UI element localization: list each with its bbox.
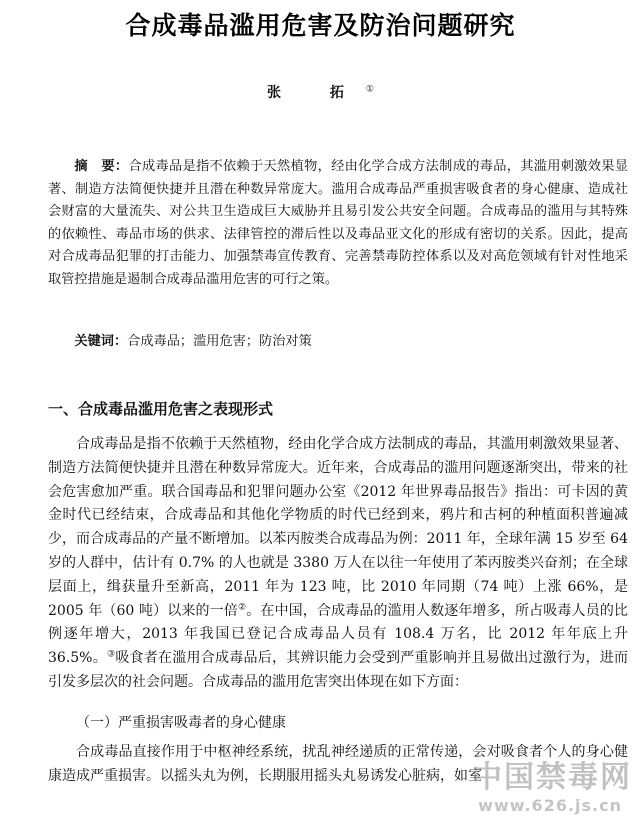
keywords xyxy=(48,332,628,352)
subsection-heading: （一）严重损害吸毒者的身心健康 xyxy=(76,715,286,731)
body-paragraph xyxy=(48,433,628,695)
footnote-mark-2[interactable]: ② xyxy=(237,601,247,612)
body-paragraph-2: 合成毒品直接作用于中枢神经系统，扰乱神经递质的正常传递，会对吸食者个人的身心健康造成严重损害。以摇头丸为例，长期服用摇头丸易诱发心脏病，如室 xyxy=(48,744,628,784)
paper-title: 合成毒品滥用危害及防治问题研究 xyxy=(125,11,516,40)
abstract-label: 摘 要： xyxy=(74,159,129,174)
keywords-text: 合成毒品；滥用危害；防治对策 xyxy=(127,334,312,349)
footnote-mark-3[interactable]: ③ xyxy=(106,649,116,660)
author-line xyxy=(0,82,641,102)
author-name: 张 拓 xyxy=(267,85,366,101)
paragraph-part-a: 合成毒品是指不依赖于天然植物，经由化学合成方法制成的毒品，其滥用刺激效果显著、制造方法简便快捷并且潜在种数异常庞大。近年来，合成毒品的滥用问题逐渐突出，带来的社会危害愈加严重。联合国毒品和犯罪问题办公室《2012 年世界毒品报告》指出：可卡因的黄金时代已经结束，合成毒品和其他化学物质的时代已经到来，鸦片和古柯的种植面积普遍减少，而合成毒品的产量不断增加。以苯丙胺类合成毒品为例：2011 年，全球年满 15 岁至 64 岁的人群中，估计有 0.7% 的人也就是 3380 万人在以往一年使用了苯丙胺类兴奋剂；在全球层面上，缉获量升至新高，2011 年为 123 吨，比 2010 年同期（74 吨）上涨 66%，是 2005 年（60 吨）以来的一倍 xyxy=(48,436,628,619)
abstract-text: 合成毒品是指不依赖于天然植物，经由化学合成方法制成的毒品，其滥用刺激效果显著、制造方法简便快捷并且潜在种数异常庞大。滥用合成毒品严重损害吸食者的身心健康、造成社会财富的大量流失、对公共卫生造成巨大威胁并且易引发公共安全问题。合成毒品的滥用与其特殊的依赖性、毒品市场的供求、法律管控的滞后性以及毒品亚文化的形成有密切的关系。因此，提高对合成毒品犯罪的打击能力、加强禁毒宣传教育、完善禁毒防控体系以及对高危领域有针对性地采取管控措施是遏制合成毒品滥用危害的可行之策。 xyxy=(48,159,629,287)
author-footnote-mark: ① xyxy=(365,84,374,95)
watermark-url: www.626.js.cn xyxy=(478,796,622,815)
keywords-label: 关键词： xyxy=(74,334,128,349)
paragraph-part-b: 。在中国，合成毒品的滥用人数逐年增多，所占吸毒人员的比例逐年增大，2013 年我国已登记合成毒品人员有 108.4 万名，比 2012 年年底上升 36.5%。 xyxy=(48,602,629,667)
section-heading: 一、合成毒品滥用危害之表现形式 xyxy=(48,400,274,418)
abstract xyxy=(48,156,628,292)
watermark-text: 中国禁毒网 xyxy=(472,760,632,795)
paragraph-part-c: 吸食者在滥用合成毒品后，其辨识能力会受到严重影响并且易做出过激行为，进而引发多层次的社会问题。合成毒品的滥用危害突出体现在如下方面： xyxy=(48,650,629,690)
